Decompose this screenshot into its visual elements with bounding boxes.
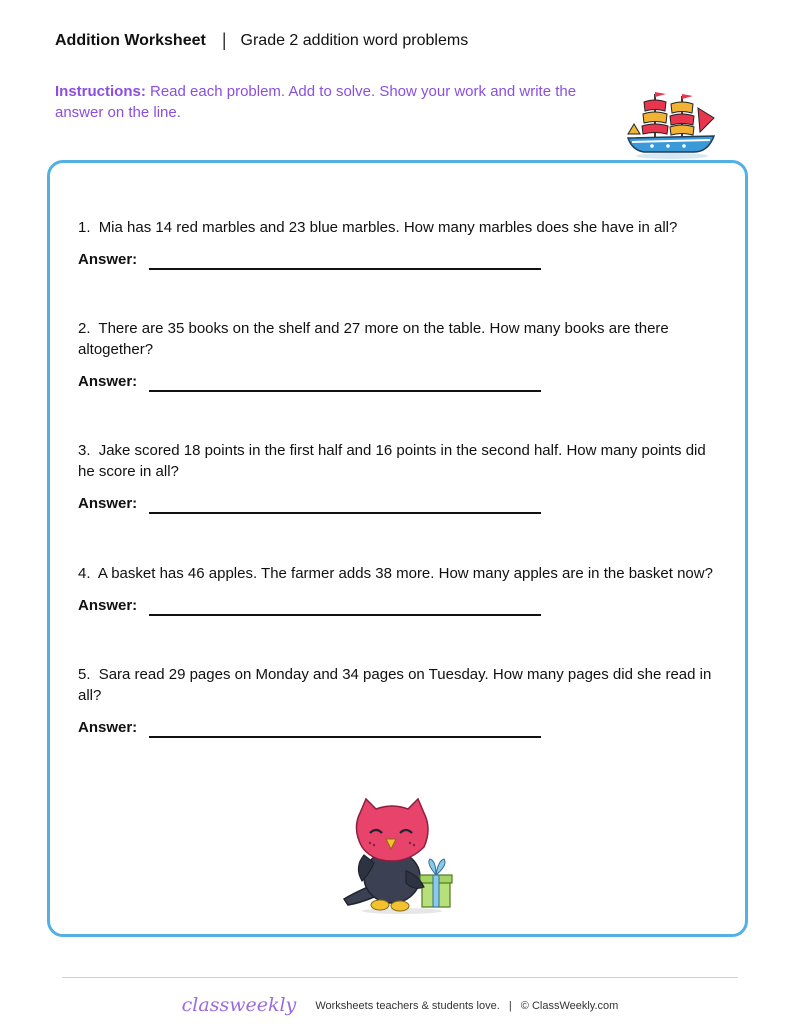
footer-divider <box>62 977 738 978</box>
answer-row <box>78 369 718 393</box>
sailing-ship-icon <box>622 88 720 160</box>
problem-3-question <box>78 440 718 482</box>
problem-5-question <box>78 664 718 706</box>
problem-text: Jake scored 18 points in the first half and 16 points in the second half. How many points did he score in all? <box>78 442 706 480</box>
answer-row <box>78 491 718 515</box>
problem-text: There are 35 books on the shelf and 27 more on the table. How many books are there altogether? <box>78 320 669 358</box>
answer-label: Answer: <box>78 597 138 614</box>
answer-line[interactable] <box>149 614 541 616</box>
answer-line[interactable] <box>149 512 541 514</box>
answer-label: Answer: <box>78 251 138 268</box>
problem-number: 4. <box>78 565 91 582</box>
problem-2-question <box>78 318 718 360</box>
problem-5 <box>78 664 718 739</box>
problem-2 <box>78 318 718 393</box>
answer-label: Answer: <box>78 373 138 390</box>
problem-4-question <box>78 563 718 584</box>
problem-text: Mia has 14 red marbles and 23 blue marbles. How many marbles does she have in all? <box>98 219 678 236</box>
problem-text: Sara read 29 pages on Monday and 34 pages on Tuesday. How many pages did she read in all? <box>78 666 712 704</box>
problem-number: 5. <box>78 666 91 683</box>
footer-separator: | <box>508 1000 512 1012</box>
header-separator: | <box>221 30 227 50</box>
answer-label: Answer: <box>78 719 138 736</box>
problem-4 <box>78 563 718 617</box>
problem-number: 2. <box>78 320 91 337</box>
answer-label: Answer: <box>78 495 138 512</box>
footer-copyright: © ClassWeekly.com <box>520 1000 619 1012</box>
problem-3 <box>78 440 718 515</box>
problem-1 <box>78 217 718 271</box>
instructions-text: Read each problem. Add to solve. Show your work and write the answer on the line. <box>55 83 577 121</box>
footer-tagline: Worksheets teachers & students love. <box>315 1000 500 1012</box>
instructions-label: Instructions: <box>55 83 146 100</box>
answer-line[interactable] <box>149 736 541 738</box>
answer-line[interactable] <box>149 390 541 392</box>
answer-row <box>78 247 718 271</box>
worksheet-header <box>55 30 468 51</box>
worksheet-subtitle: Grade 2 addition word problems <box>240 31 469 49</box>
brand-logo: classweekly <box>181 994 297 1016</box>
instructions <box>55 81 595 123</box>
page-footer <box>0 994 800 1016</box>
owl-with-gift-icon <box>340 795 464 915</box>
worksheet-title: Addition Worksheet <box>55 31 206 49</box>
problem-number: 1. <box>78 219 91 236</box>
answer-row <box>78 593 718 617</box>
problem-1-question <box>78 217 718 238</box>
answer-line[interactable] <box>149 268 541 270</box>
problem-number: 3. <box>78 442 91 459</box>
answer-row <box>78 715 718 739</box>
problem-text: A basket has 46 apples. The farmer adds 38 more. How many apples are in the basket now? <box>97 565 713 582</box>
